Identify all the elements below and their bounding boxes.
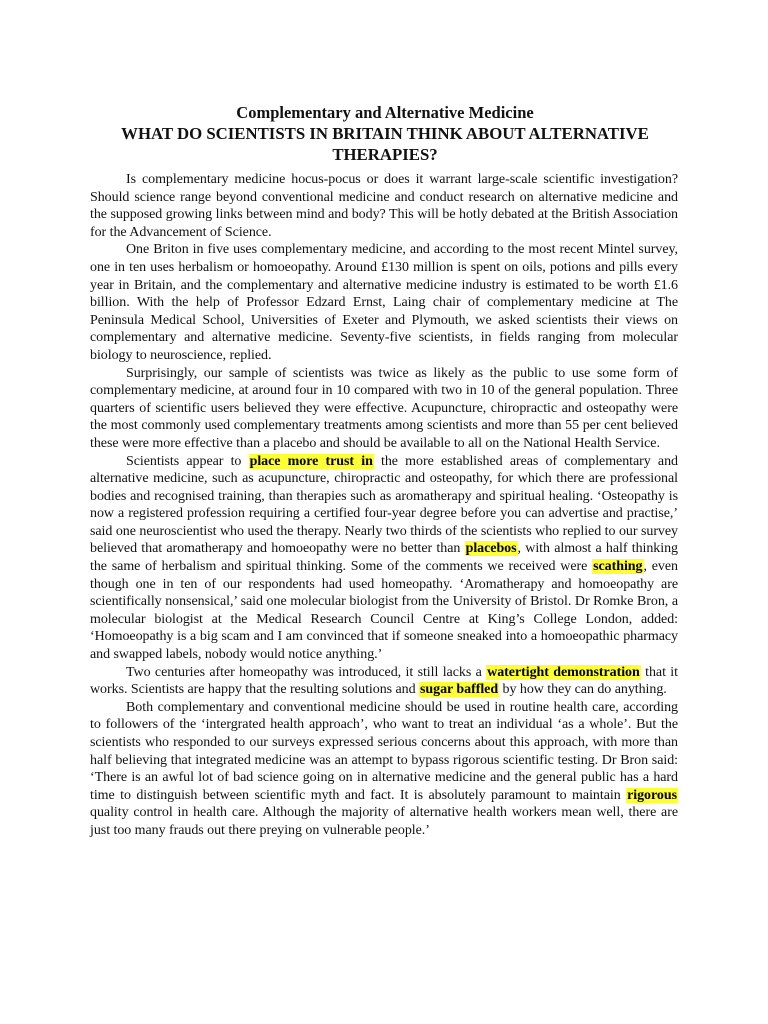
paragraph-text: One Briton in five uses complementary medicine, and according to the most recent Mintel survey, one in ten uses herbalism or homoeopathy. Around £130 million is spent on oils, potions and pills every year in Britain, and the complementary and alternative medicine industry is estimated to be worth £1.6 billion. With the help of Professor Edzard Ernst, Laing chair of complementary medicine at The Peninsula Medical School, Universities of Exeter and Plymouth, we asked scientists their views on complementary and alternative medicine. Seventy-five scientists, in fields ranging from molecular biology to neuroscience, replied. bbox=[90, 242, 678, 363]
paragraph-text: , with almost a half thinking the same of herbalism and spiritual thinking. Some of the comments we received were bbox=[90, 541, 679, 575]
highlighted-phrase: place more trust in bbox=[249, 453, 373, 469]
paragraph-1 bbox=[90, 171, 678, 241]
highlighted-phrase: rigorous bbox=[627, 787, 677, 803]
paragraph-6 bbox=[90, 699, 678, 840]
paragraph-text: , even though one in ten of our respondents had used homeopathy. ‘Aromatherapy and homoeopathy are scientifically nonsensical,’ said one molecular biologist from the University of Bristol. Dr Romke Bron, a molecular biologist at the Medical Research Council Centre at King’s College London, added: ‘Homoeopathy is a big scam and I am convinced that if someone sneaked into a homoeopathic pharmacy and swapped labels, nobody would notice anything.’ bbox=[90, 559, 678, 663]
paragraph-4 bbox=[90, 453, 678, 664]
highlighted-phrase: watertight demonstration bbox=[487, 664, 640, 680]
paragraph-text: quality control in health care. Although the majority of alternative health workers mean well, there are just too many frauds out there preying on vulnerable people.’ bbox=[90, 805, 678, 838]
paragraph-text: Surprisingly, our sample of scientists was twice as likely as the public to use some form of complementary medicine, at around four in 10 compared with two in 10 of the general population. Three quarters of scientific users believed they were effective. Acupuncture, chiropractic and osteopathy were the most commonly used complementary treatments among scientists and more than 55 per cent believed these were more effective than a placebo and should be available to all on the National Health Service. bbox=[90, 365, 678, 451]
paragraph-text: Scientists appear to bbox=[126, 453, 249, 469]
highlighted-phrase: scathing bbox=[593, 559, 643, 575]
paragraph-2 bbox=[90, 241, 678, 364]
paragraph-text: Two centuries after homeopathy was introduced, it still lacks a bbox=[126, 664, 487, 680]
paragraph-text: by how they can do anything. bbox=[499, 682, 667, 698]
paragraph-3 bbox=[90, 365, 678, 453]
document-title: Complementary and Alternative Medicine bbox=[236, 103, 534, 122]
highlighted-phrase: sugar baffled bbox=[420, 682, 499, 698]
document-body bbox=[90, 171, 678, 840]
paragraph-text: Both complementary and conventional medicine should be used in routine health care, according to followers of the ‘intergrated health approach’, who want to treat an individual ‘as a whole’. But the scientists who responded to our surveys expressed serious concerns about this approach, with more than half believing that integrated medicine was an attempt to bypass rigorous scientific testing. Dr Bron said: ‘There is an awful lot of bad science going on in alternative medicine and the general public has a hard time to distinguish between scientific myth and fact. It is absolutely paramount to maintain bbox=[90, 699, 678, 803]
document-subtitle: WHAT DO SCIENTISTS IN BRITAIN THINK ABOUT ALTERNATIVE THERAPIES? bbox=[121, 124, 649, 164]
paragraph-text: the more established areas of complementary and alternative medicine, such as acupuncture, chiropractic and osteopathy, for which there are professional bodies and recognised training, than therapies such as aromatherapy and spiritual healing. ‘Osteopathy is now a registered profession requiring a certified four-year degree before you can advertise and practise,’ said one neuroscientist who used the therapy. Nearly two thirds of the scientists who replied to our survey believed that aromatherapy and homoeopathy were no better than bbox=[90, 453, 678, 557]
paragraph-text: Is complementary medicine hocus-pocus or does it warrant large-scale scientific investigation? Should science range beyond conventional medicine and conduct research on alternative medicine and the supposed growing links between mind and body? This will be hotly debated at the British Association for the Advancement of Science. bbox=[90, 172, 678, 240]
paragraph-5 bbox=[90, 664, 678, 699]
paragraph-text: that it works. Scientists are happy that the resulting solutions and bbox=[90, 664, 678, 698]
highlighted-phrase: placebos bbox=[465, 541, 517, 557]
document-heading bbox=[90, 102, 680, 165]
